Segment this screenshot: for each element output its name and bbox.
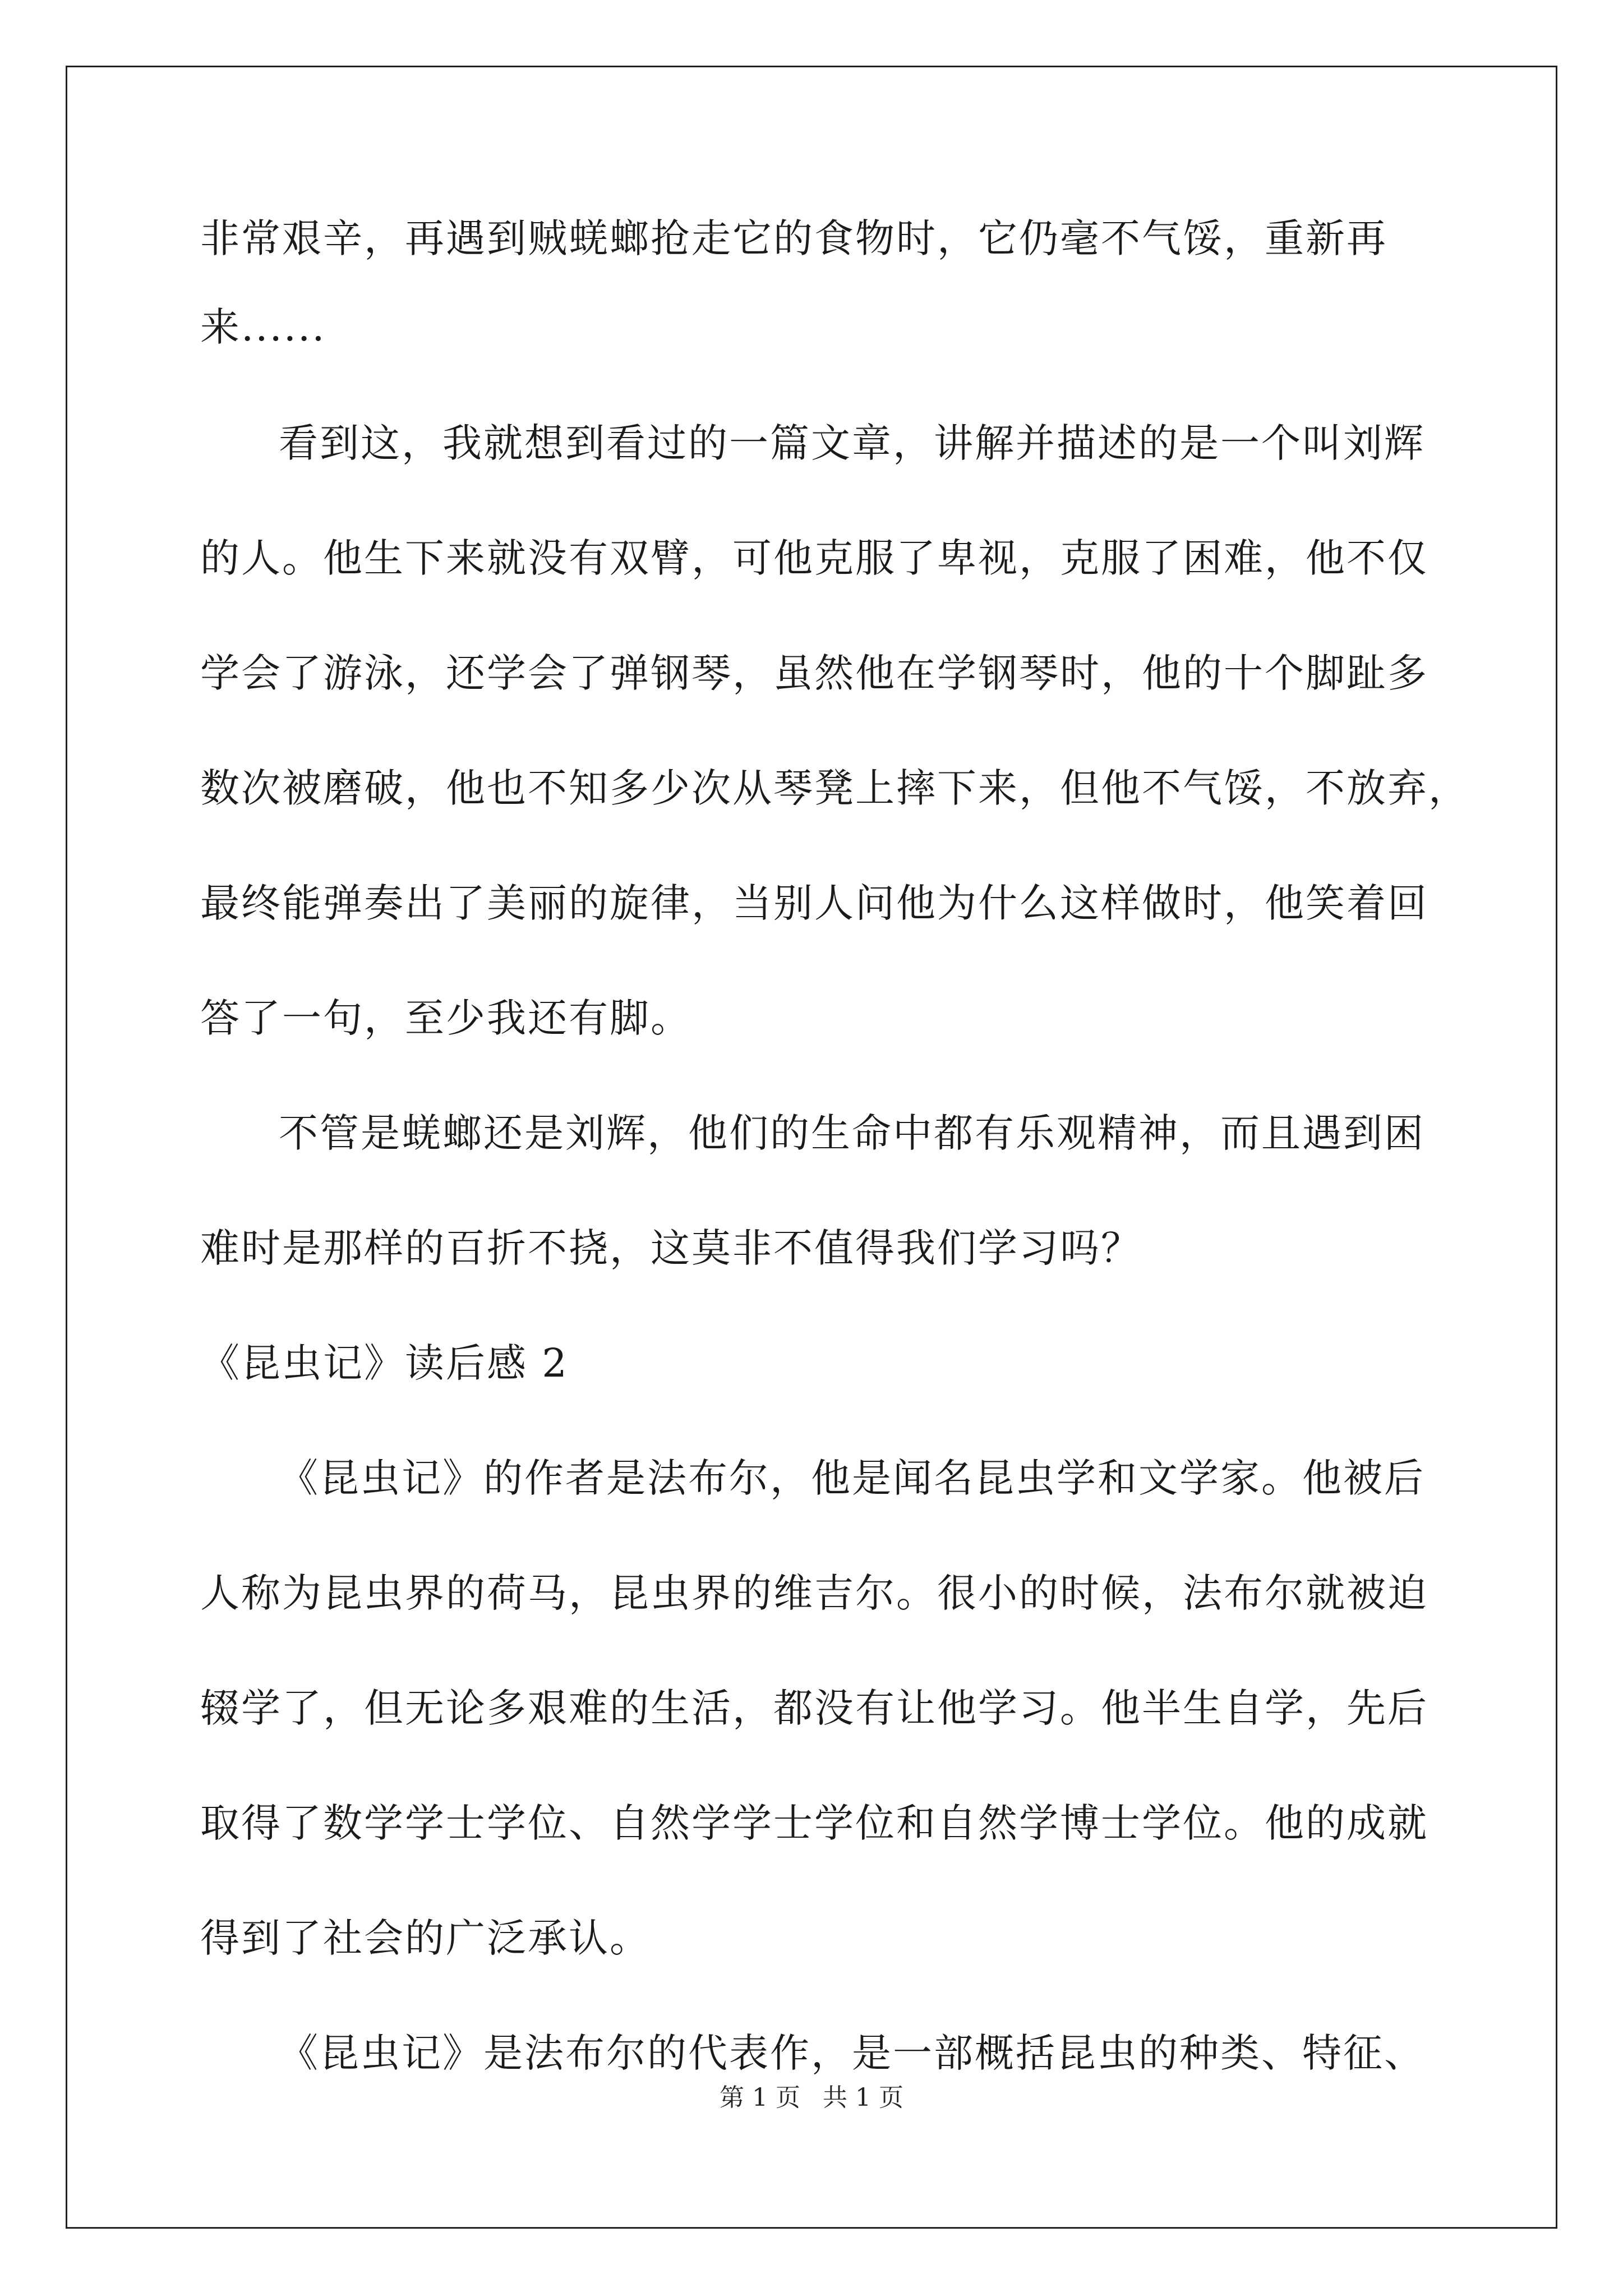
text-line: 学会了游泳，还学会了弹钢琴，虽然他在学钢琴时，他的十个脚趾多 [200,650,1428,696]
text-line: 难时是那样的百折不挠，这莫非不值得我们学习吗？ [200,1225,1142,1271]
text-line: 的人。他生下来就没有双臂，可他克服了卑视，克服了困难，他不仅 [200,535,1428,581]
section-heading: 《昆虫记》读后感 2 [200,1340,569,1386]
text-line: 数次被磨破，他也不知多少次从琴凳上摔下来，但他不气馁，不放弃， [200,765,1469,811]
paragraph-start: 不管是蜣螂还是刘辉，他们的生命中都有乐观精神，而且遇到困 [279,1110,1425,1156]
page-number: 第 1 页 [720,2083,800,2112]
text-line: 最终能弹奏出了美丽的旋律，当别人问他为什么这样做时，他笑着回 [200,880,1428,926]
text-line: 人称为昆虫界的荷马，昆虫界的维吉尔。很小的时候，法布尔就被迫 [200,1570,1428,1616]
text-line: 来...... [200,304,326,350]
text-line: 辍学了，但无论多艰难的生活，都没有让他学习。他半生自学，先后 [200,1685,1428,1731]
text-line: 答了一句，至少我还有脚。 [200,995,691,1041]
page-footer [0,2082,1623,2114]
text-line: 得到了社会的广泛承认。 [200,1915,651,1961]
page-total: 共 1 页 [823,2083,903,2112]
text-line: 取得了数学学士学位、自然学学士学位和自然学博士学位。他的成就 [200,1800,1428,1846]
text-line: 非常艰辛，再遇到贼蜣螂抢走它的食物时，它仍毫不气馁，重新再 [200,215,1387,261]
paragraph-start: 《昆虫记》是法布尔的代表作，是一部概括昆虫的种类、特征、 [279,2030,1425,2076]
paragraph-start: 看到这，我就想到看过的一篇文章，讲解并描述的是一个叫刘辉 [279,420,1425,466]
paragraph-start: 《昆虫记》的作者是法布尔，他是闻名昆虫学和文学家。他被后 [279,1455,1425,1501]
